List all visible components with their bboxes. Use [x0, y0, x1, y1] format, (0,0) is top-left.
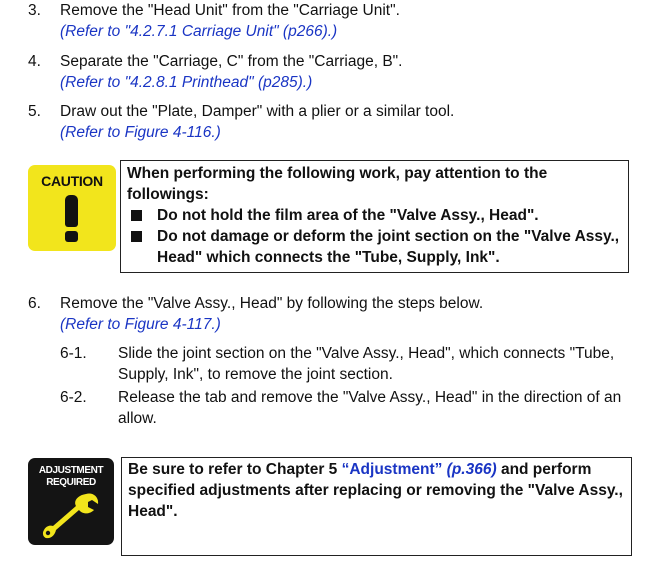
step-number: 3.: [28, 2, 41, 19]
adjustment-text-before: Be sure to refer to Chapter 5: [128, 461, 342, 478]
caution-icon-label: CAUTION: [41, 173, 103, 189]
substep-number: 6-2.: [60, 389, 87, 406]
square-bullet-icon: [131, 210, 142, 221]
adjustment-required-icon: [28, 458, 114, 545]
step-number: 4.: [28, 53, 41, 70]
caution-bullet: [127, 226, 622, 268]
wrench-icon: [42, 492, 100, 540]
substep-text: Slide the joint section on the "Valve Assy., Head", which connects "Tube, Supply, Ink", to remove the joint section.: [118, 345, 615, 383]
adjustment-text-after: and perform specified adjustments after replacing or removing the "Valve Assy., Head".: [128, 461, 623, 520]
square-bullet-icon: [131, 231, 142, 242]
caution-bullet-text: Do not hold the film area of the "Valve Assy., Head".: [157, 207, 539, 224]
figure-4-117-reference-link[interactable]: (Refer to Figure 4-117.): [60, 316, 221, 333]
caution-intro: When performing the following work, pay attention to the followings:: [127, 165, 548, 203]
printhead-reference-link[interactable]: (Refer to "4.2.8.1 Printhead" (p285).): [60, 74, 313, 91]
caution-box: [120, 160, 629, 273]
adjustment-icon-label: ADJUSTMENT: [38, 465, 104, 476]
step-text: Separate the "Carriage, C" from the "Carriage, B".: [60, 53, 403, 70]
caution-icon: [28, 165, 116, 251]
step-text: Remove the "Head Unit" from the "Carriage Unit".: [60, 2, 400, 19]
step-text: Remove the "Valve Assy., Head" by following the steps below.: [60, 295, 484, 312]
step-text: Draw out the "Plate, Damper" with a plier or a similar tool.: [60, 103, 455, 120]
required-icon-label: REQUIRED: [46, 477, 96, 488]
adjustment-box: [121, 457, 632, 556]
exclamation-icon: [65, 195, 78, 227]
figure-4-116-reference-link[interactable]: (Refer to Figure 4-116.): [60, 124, 221, 141]
substep-number: 6-1.: [60, 345, 87, 362]
carriage-unit-reference-link[interactable]: (Refer to "4.2.7.1 Carriage Unit" (p266).): [60, 23, 338, 40]
adjustment-page-link[interactable]: (p.366): [446, 461, 497, 478]
exclamation-dot-icon: [65, 231, 78, 242]
step-number: 5.: [28, 103, 41, 120]
substep-text: Release the tab and remove the "Valve Assy., Head" in the direction of an allow.: [118, 389, 622, 427]
step-number: 6.: [28, 295, 41, 312]
caution-bullet-text: Do not damage or deform the joint section on the "Valve Assy., Head" which connects the "Tube, Supply, Ink".: [157, 228, 620, 266]
adjustment-chapter-link[interactable]: “Adjustment”: [341, 461, 443, 478]
caution-bullet: [127, 205, 622, 226]
